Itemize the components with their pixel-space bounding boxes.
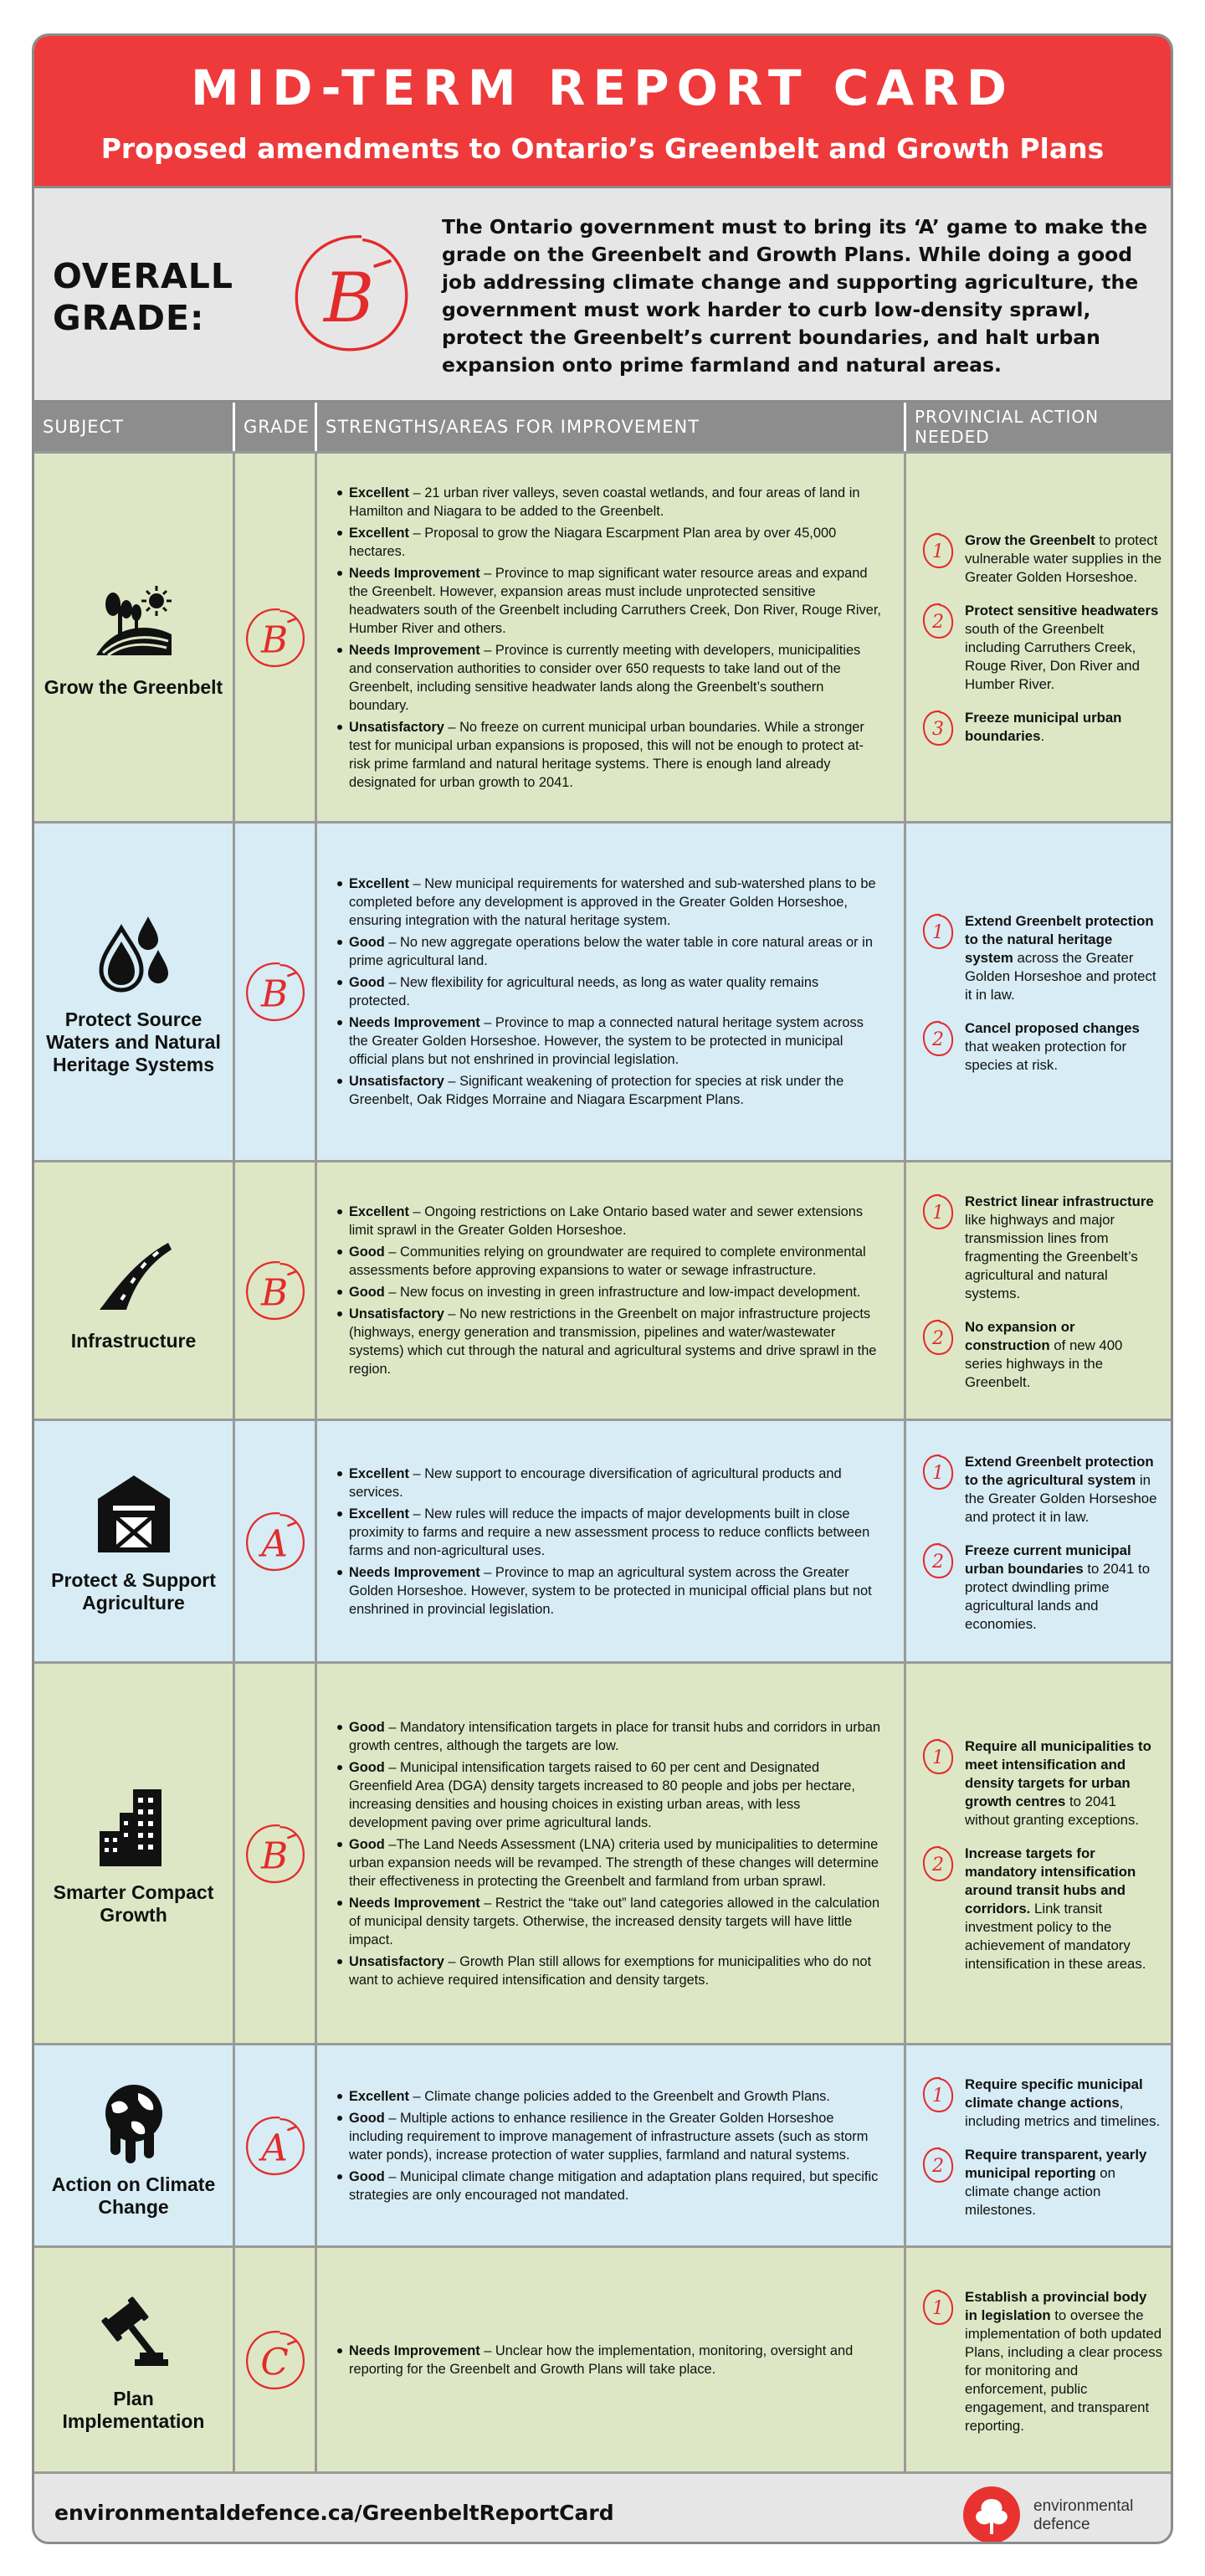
strength-item <box>337 973 882 1010</box>
action-title: Freeze municipal urban boundaries <box>965 709 1122 744</box>
grade-cell <box>235 454 317 821</box>
rating-label: Excellent <box>349 525 409 541</box>
grade-cell <box>235 2248 317 2471</box>
rating-label: Excellent <box>349 1465 409 1481</box>
strength-item <box>337 1718 882 1755</box>
strength-text: – New municipal requirements for watershed and sub-watershed plans to be completed before any development is approved in the Greater Golden Horseshoe, ensuring integration with the natural heritage system. <box>349 876 876 928</box>
column-header-action: PROVINCIAL ACTION NEEDED <box>915 407 1100 447</box>
gavel-icon <box>88 2287 180 2379</box>
svg-text:1: 1 <box>932 2297 944 2319</box>
action-item <box>918 2146 1162 2219</box>
strength-text: – Ongoing restrictions on Lake Ontario based water and sewer extensions limit sprawl in the Greater Golden Horseshoe. <box>349 1204 864 1238</box>
action-title: Protect sensitive headwaters <box>965 602 1159 618</box>
strength-item <box>337 2168 882 2204</box>
action-item <box>918 1019 1162 1075</box>
svg-text:2: 2 <box>932 1551 944 1573</box>
action-text: south of the Greenbelt including Carruthers Creek, Rouge River, Don River and Humber River. <box>965 620 1140 692</box>
column-header-subject: SUBJECT <box>34 403 235 451</box>
subject-name: Grow the Greenbelt <box>44 676 223 698</box>
strengths-cell <box>317 454 906 821</box>
action-item <box>918 1845 1162 1973</box>
action-text: . <box>1040 727 1045 744</box>
rating-label: Unsatisfactory <box>349 719 444 735</box>
overall-label-line2: GRADE: <box>53 298 205 338</box>
action-title: Freeze current municipal urban boundaries <box>965 1542 1131 1577</box>
action-text: to oversee the implementation of both updated Plans, including a clear process for monitoring and enforcement, public engagement, and transparent reporting. <box>965 2307 1162 2434</box>
rating-label: Good <box>349 1719 385 1735</box>
action-title: Increase targets for mandatory intensification around transit hubs and corridors. <box>965 1845 1136 1917</box>
table-header <box>34 403 1171 451</box>
grade-letter: B <box>260 618 288 661</box>
strengths-cell <box>317 1421 906 1661</box>
rating-label: Good <box>349 975 385 990</box>
strengths-cell <box>317 2045 906 2245</box>
strength-text: – Growth Plan still allows for exemptions for municipalities who do not want to achieve required intensification and density targets. <box>349 1953 872 1988</box>
action-text: , including metrics and timelines. <box>965 2094 1161 2129</box>
strength-item <box>337 1563 882 1619</box>
action-text: to protect vulnerable water supplies in the Greater Golden Horseshoe. <box>965 531 1162 585</box>
action-text: in the Greater Golden Horseshoe and protect it in law. <box>965 1471 1157 1525</box>
subject-cell <box>34 824 235 1160</box>
strength-item <box>337 933 882 970</box>
subject-name: Smarter Compact Growth <box>53 1881 214 1926</box>
barn-icon <box>88 1469 180 1561</box>
strength-item <box>337 1758 882 1832</box>
strengths-list <box>337 1203 882 1382</box>
subject-name: Protect & Support Agriculture <box>51 1568 216 1614</box>
table-row <box>34 1160 1171 1419</box>
strength-text: – Mandatory intensification targets in place for transit hubs and corridors in urban growth centres, although the targets are low. <box>349 1719 880 1753</box>
page-subtitle: Proposed amendments to Ontario’s Greenbelt and Growth Plans <box>100 132 1105 165</box>
water-drops-icon <box>88 908 180 1000</box>
tree-logo-icon <box>958 2486 1025 2544</box>
rating-label: Good <box>349 1759 385 1775</box>
strength-text: – Municipal climate change mitigation and adaptation plans required, but specific strategies are only encouraged not mandated. <box>349 2168 879 2203</box>
action-item <box>918 531 1162 587</box>
strength-text: – Unclear how the implementation, monitoring, oversight and reporting for the Greenbelt and Growth Plans will take place. <box>349 2343 854 2377</box>
action-cell <box>906 2045 1171 2245</box>
strength-text: – No new restrictions in the Greenbelt on major infrastructure projects (highways, energy generation and transmission, pipelines and water/wastewater systems) which cut through the natural and agricultural systems and drive sprawl in the region. <box>349 1306 877 1377</box>
rating-label: Needs Improvement <box>349 2343 480 2358</box>
rating-label: Good <box>349 2168 385 2184</box>
strengths-cell <box>317 2248 906 2471</box>
action-text: to 2041 without granting exceptions. <box>965 1793 1140 1828</box>
overall-grade-label <box>53 255 233 339</box>
strengths-list <box>337 484 882 795</box>
grade-mark <box>241 1507 310 1576</box>
rating-label: Needs Improvement <box>349 565 480 581</box>
strength-text: –The Land Needs Assessment (LNA) criteria used by municipalities to determine urban expansion needs will be revamped. The strength of these changes will determine their effectiveness in protecting the Greenbelt and farmland from urban sprawl. <box>349 1836 879 1889</box>
footer <box>34 2471 1171 2544</box>
strength-text: – New support to encourage diversification of agricultural products and services. <box>349 1465 842 1500</box>
action-text: on climate change action milestones. <box>965 2164 1115 2218</box>
action-cell <box>906 454 1171 821</box>
report-card <box>32 33 1173 2544</box>
strength-item <box>337 641 882 715</box>
strengths-list <box>337 2342 882 2382</box>
action-cell <box>906 1421 1171 1661</box>
city-buildings-icon <box>88 1781 180 1873</box>
strength-item <box>337 1835 882 1891</box>
footer-brand <box>1033 2497 1133 2534</box>
strength-item <box>337 1465 882 1501</box>
action-title: Restrict linear infrastructure <box>965 1193 1154 1209</box>
strength-item <box>337 1013 882 1069</box>
strength-item <box>337 718 882 792</box>
strength-item <box>337 524 882 561</box>
action-item <box>918 602 1162 694</box>
svg-text:2: 2 <box>932 1029 944 1050</box>
rating-label: Unsatisfactory <box>349 1074 444 1089</box>
rating-label: Needs Improvement <box>349 1895 480 1911</box>
header-banner <box>34 36 1171 188</box>
strength-item <box>337 1505 882 1560</box>
grade-letter: A <box>260 2126 288 2169</box>
strength-item <box>337 1243 882 1280</box>
action-title: Require all municipalities to meet intensification and density targets for urban growth centres <box>965 1737 1151 1809</box>
action-item <box>918 1542 1162 1634</box>
brand-line1: environmental <box>1033 2497 1134 2515</box>
overall-grade-panel <box>34 188 1171 403</box>
action-cell <box>906 1664 1171 2043</box>
svg-text:2: 2 <box>932 1328 944 1349</box>
strength-text: – No new aggregate operations below the water table in core natural areas or in prime agricultural land. <box>349 935 873 968</box>
action-item <box>918 912 1162 1004</box>
column-header-strengths: STRENGTHS/AREAS FOR IMPROVEMENT <box>317 403 906 451</box>
action-item <box>918 1193 1162 1303</box>
action-text: that weaken protection for species at risk. <box>965 1039 1127 1073</box>
subject-name: Plan Implementation <box>62 2387 205 2432</box>
strength-text: – Province to map significant water resource areas and expand the Greenbelt. However, expansion areas must include unprotected sensitive headwaters south of the Greenbelt including Carruthers Creek, Don River, Rouge River, Humber River and others. <box>349 565 881 636</box>
overall-grade-mark <box>285 228 416 359</box>
action-text: to 2041 to protect dwindling prime agricultural lands and economies. <box>965 1560 1151 1632</box>
strength-item <box>337 1953 882 1989</box>
grade-mark <box>241 603 310 672</box>
rating-label: Excellent <box>349 876 409 891</box>
svg-text:2: 2 <box>932 2155 944 2177</box>
action-cell <box>906 2248 1171 2471</box>
subject-name: Infrastructure <box>70 1329 197 1352</box>
rating-label: Good <box>349 935 385 950</box>
action-text: across the Greater Golden Horseshoe and protect it in law. <box>965 950 1156 1003</box>
grade-cell <box>235 1664 317 2043</box>
grade-mark <box>241 1256 310 1325</box>
rating-label: Needs Improvement <box>349 1015 480 1030</box>
table-row <box>34 1419 1171 1661</box>
strength-text: – Province to map a connected natural heritage system across the Greater Golden Horseshoe. However, the system to be protected in municipal official plans but not enshrined in provincial legislation. <box>349 1015 864 1067</box>
action-title: Require transparent, yearly municipal reporting <box>965 2146 1147 2181</box>
rating-label: Excellent <box>349 2088 409 2104</box>
rating-label: Excellent <box>349 485 409 500</box>
rating-label: Unsatisfactory <box>349 1306 444 1321</box>
strength-text: – Communities relying on groundwater are required to complete environmental assessments before approving expansions to water or sewage infrastructure. <box>349 1244 866 1278</box>
strength-item <box>337 564 882 638</box>
svg-text:1: 1 <box>932 1747 944 1768</box>
rating-label: Good <box>349 1285 385 1300</box>
svg-text:B: B <box>323 259 375 339</box>
action-cell <box>906 824 1171 1160</box>
rating-label: Good <box>349 1836 385 1852</box>
action-title: Extend Greenbelt protection to the natural heritage system <box>965 913 1154 966</box>
subject-cell <box>34 1664 235 2043</box>
strength-text: – 21 urban river valleys, seven coastal wetlands, and four areas of land in Hamilton and Niagara to be added to the Greenbelt. <box>349 485 860 519</box>
action-item <box>918 2076 1162 2131</box>
overall-label-line1: OVERALL <box>53 256 234 296</box>
grade-cell <box>235 2045 317 2245</box>
strength-item <box>337 1072 882 1109</box>
grade-letter: B <box>260 1271 288 1315</box>
strength-text: – New rules will reduce the impacts of major developments built in close proximity to farms and require a new assessment process to reduce conflicts between farms and non-agricultural uses. <box>349 1506 870 1558</box>
rating-label: Needs Improvement <box>349 1564 480 1580</box>
action-title: No expansion or construction <box>965 1319 1075 1353</box>
strength-text: – No freeze on current municipal urban boundaries. While a stronger test for municipal urban expansions is proposed, this will not be enough to protect at-risk prime farmland and natural heritage systems. There is enough land already designated for urban growth to 2041. <box>349 719 864 790</box>
action-item <box>918 1318 1162 1392</box>
action-text: like highways and major transmission lines from fragmenting the Greenbelt’s agricultural and natural systems. <box>965 1212 1138 1301</box>
grade-mark <box>241 2326 310 2394</box>
strength-item <box>337 484 882 521</box>
grade-letter: C <box>259 2340 289 2384</box>
strength-item <box>337 2342 882 2378</box>
action-item <box>918 1453 1162 1527</box>
svg-text:1: 1 <box>932 922 944 943</box>
subject-name: Protect Source Waters and Natural Heritage Systems <box>46 1008 221 1075</box>
action-text: of new 400 series highways in the Greenbelt. <box>965 1337 1123 1390</box>
strengths-cell <box>317 1162 906 1419</box>
rating-label: Needs Improvement <box>349 642 480 658</box>
action-title: Cancel proposed changes <box>965 1020 1140 1036</box>
footer-url-link[interactable]: environmentaldefence.ca/GreenbeltReportCard <box>54 2501 614 2525</box>
strengths-list <box>337 875 882 1112</box>
svg-text:2: 2 <box>932 611 944 633</box>
table-row <box>34 451 1171 821</box>
grade-letter: A <box>260 1521 288 1565</box>
strength-text: – New flexibility for agricultural needs, as long as water quality remains protected. <box>349 975 819 1008</box>
table-row <box>34 2245 1171 2471</box>
strength-item <box>337 2087 882 2106</box>
grade-mark <box>241 1819 310 1888</box>
action-item <box>918 2288 1162 2435</box>
strength-text: – Municipal intensification targets raised to 60 per cent and Designated Greenfield Area (DGA) density targets increased to 80 people and jobs per hectare, increasing densities and housing choices in existing urban areas, with less development paving over prime agricultural lands. <box>349 1759 855 1830</box>
action-title: Require specific municipal climate change actions <box>965 2076 1143 2111</box>
overall-summary: The Ontario government must to bring its ‘A’ game to make the grade on the Greenbelt and Growth Plans. While doing a good job addressing climate change and supporting agriculture, the government must work harder to curb low-density sprawl, protect the Greenbelt’s current boundaries, and halt urban expansion onto prime farmland and natural areas. <box>442 215 1148 377</box>
strengths-cell <box>317 1664 906 2043</box>
svg-text:1: 1 <box>932 1203 944 1224</box>
action-title: Grow the Greenbelt <box>965 531 1095 548</box>
growing-plants-icon <box>88 576 180 668</box>
svg-text:2: 2 <box>932 1854 944 1876</box>
melting-globe-icon <box>88 2073 180 2165</box>
grade-cell <box>235 1162 317 1419</box>
action-item <box>918 709 1162 747</box>
rating-label: Good <box>349 1244 385 1260</box>
page-title: MID-TERM REPORT CARD <box>191 59 1014 116</box>
grade-mark <box>241 957 310 1026</box>
strength-text: – Significant weakening of protection for species at risk under the Greenbelt, Oak Ridges Morraine and Niagara Escarpment Plans. <box>349 1074 844 1107</box>
strength-item <box>337 875 882 930</box>
grade-mark <box>241 2112 310 2180</box>
rating-label: Good <box>349 2110 385 2126</box>
strength-text: – Restrict the “take out” land categories allowed in the calculation of municipal density targets. Otherwise, the increased density targets will have little impact. <box>349 1895 880 1947</box>
column-header-grade: GRADE <box>235 403 317 451</box>
road-icon <box>88 1229 180 1321</box>
strength-item <box>337 1283 882 1301</box>
strength-text: – New focus on investing in green infrastructure and low-impact development. <box>384 1285 861 1300</box>
strength-text: – Multiple actions to enhance resilience in the Greater Golden Horseshoe including requirement to improve management of infrastructure assets (such as storm water ponds), increase protection of water supplies, farmland and natural systems. <box>349 2110 869 2163</box>
grade-letter: B <box>260 1834 288 1877</box>
subject-name: Action on Climate Change <box>51 2173 216 2218</box>
svg-text:1: 1 <box>932 541 944 562</box>
svg-text:3: 3 <box>932 718 944 740</box>
subject-cell <box>34 454 235 821</box>
grade-cell <box>235 824 317 1160</box>
strength-item <box>337 1203 882 1239</box>
action-title: Extend Greenbelt protection to the agricultural system <box>965 1453 1154 1488</box>
action-text: Link transit investment policy to the achievement of mandatory intensification in these areas. <box>965 1900 1146 1972</box>
grade-letter: B <box>260 972 288 1016</box>
strength-text: – Climate change policies added to the Greenbelt and Growth Plans. <box>408 2088 830 2104</box>
table-row <box>34 2043 1171 2245</box>
rating-label: Unsatisfactory <box>349 1953 444 1969</box>
strength-text: – Proposal to grow the Niagara Escarpment Plan area by over 45,000 hectares. <box>349 525 837 559</box>
table-row <box>34 821 1171 1160</box>
action-title: Establish a provincial body in legislation <box>965 2288 1147 2323</box>
strengths-cell <box>317 824 906 1160</box>
strength-text: – Province to map an agricultural system across the Greater Golden Horseshoe. However, system to be protected in municipal official plans but not enshrined in provincial legislation. <box>349 1564 872 1617</box>
action-cell <box>906 1162 1171 1419</box>
strengths-list <box>337 1465 882 1622</box>
brand-line2: defence <box>1033 2516 1090 2533</box>
svg-text:1: 1 <box>932 2085 944 2106</box>
table-row <box>34 1661 1171 2043</box>
subject-cell <box>34 2248 235 2471</box>
strength-item <box>337 1305 882 1378</box>
rating-label: Excellent <box>349 1506 409 1521</box>
rating-label: Excellent <box>349 1204 409 1219</box>
strength-item <box>337 1894 882 1949</box>
subject-cell <box>34 2045 235 2245</box>
subject-cell <box>34 1162 235 1419</box>
strength-text: – Province is currently meeting with developers, municipalities and conservation authorities to consider over 650 requests to take land out of the Greenbelt, including sensitive headwater lands along the Greenbelt’s southern boundary. <box>349 642 861 713</box>
strengths-list <box>337 1718 882 1993</box>
svg-text:1: 1 <box>932 1462 944 1484</box>
strengths-list <box>337 2087 882 2208</box>
strength-item <box>337 2109 882 2164</box>
grade-cell <box>235 1421 317 1661</box>
action-item <box>918 1737 1162 1829</box>
subject-cell <box>34 1421 235 1661</box>
